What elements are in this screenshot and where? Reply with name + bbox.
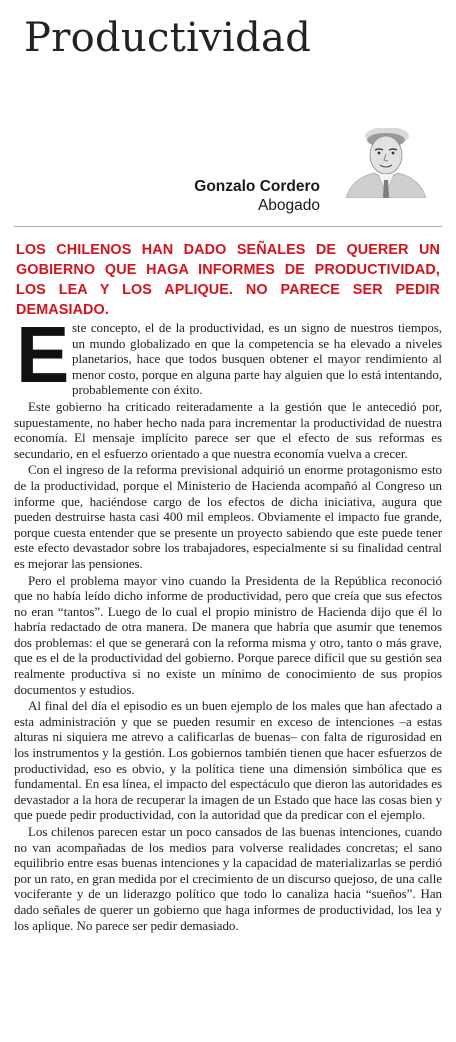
paragraph: Los chilenos parecen estar un poco cansados de las buenas intenciones, cuando no van acompañadas de los medios para volverse realidades concretas; el sano equilibrio entre esas buenas intenciones y la capacidad de materializarlas se perdió por un rato, en gran medida por el crecimiento de un discurso quejoso, de una calle vociferante y de un liderazgo político que todo lo canaliza hacia “sueños”. Han dado señales de querer un gobierno que haga informes de productividad, los lea y los aplique. No parece ser pedir demasiado. — [14, 824, 442, 933]
byline — [194, 178, 320, 215]
paragraph: Con el ingreso de la reforma previsional adquirió un enorme protagonismo esto de la productividad, porque el Ministerio de Hacienda acompañó al Congreso un informe que, haciéndose cargo de los efectos de dicha iniciativa, augura que pueden destruirse hasta casi 400 mil empleos. Obviamente el impacto fue grande, porque cuesta entender que se presente un proyecto sabiendo que este puede tener este efecto devastador sobre los trabajadores, especialmente si su finalidad central es mejorar las pensiones. — [14, 462, 442, 571]
paragraph: Este gobierno ha criticado reiteradamente a la gestión que le antecedió por, supuestamente, no haber hecho nada para incrementar la productividad de nuestra economía. El mensaje implícito parece ser que el efecto de sus reformas es secundario, en el esfuerzo orientado a que nuestra economía vuelva a crecer. — [14, 398, 442, 461]
author-name: Gonzalo Cordero — [194, 178, 320, 195]
article-lead: LOS CHILENOS HAN DADO SEÑALES DE QUERER UN GOBIERNO QUE HAGA INFORMES DE PRODUCTIVIDAD, LOS LEA Y LOS APLIQUE. NO PARECE SER PEDIR DEMASIADO. — [16, 242, 440, 318]
header-divider — [14, 226, 442, 227]
article-body — [14, 310, 442, 934]
paragraph: Al final del día el episodio es un buen ejemplo de los males que han afectado a esta administración y que se pueden resumir en exceso de intenciones –a estas alturas ni siquiera me atrevo a calificarlas de buenas– con falta de rigurosidad en los instrumentos y la gestión. Los gobiernos también tienen que hacer esfuerzos de productividad, eso es obvio, y la política tiene una dimensión simbólica que es fundamental. En esa línea, el impacto del espectáculo que dieron las autoridades es devastador a la hora de recuperar la imagen de un Estado que hace las cosas bien y que puede pedir productividad, con la autoridad que da predicar con el ejemplo. — [14, 698, 442, 823]
article-title: Productividad — [24, 15, 312, 61]
author-role: Abogado — [257, 197, 320, 214]
paragraph-text: ste concepto, el de la productividad, es un signo de nuestros tiempos, un mundo globalizado en que la competencia se ha elevado a niveles planetarios, hace que todos busquen obtener el mayor rendimiento al menor costo, porque en alguna parte hay alguien que lo está intentando, probablemente con éxito. — [72, 320, 442, 398]
author-portrait — [338, 128, 430, 198]
drop-cap: E — [16, 310, 70, 399]
paragraph: Pero el problema mayor vino cuando la Presidenta de la República reconoció que no había leído dicho informe de productividad, pero que creía que sus efectos no eran “tantos”. Luego de lo cual el propio ministro de Hacienda dijo que él lo habría redactado de otra manera. De manera que habría que asumir que tenemos dos problemas: el que se generará con la reforma misma y otro, tanto o más grave, que es el de la productividad del gobierno. Porque parece difícil que su gestión sea realmente productiva si no existe un mínimo de conocimiento de sus propios documentos y estudios. — [14, 572, 442, 697]
paragraph — [14, 310, 442, 399]
